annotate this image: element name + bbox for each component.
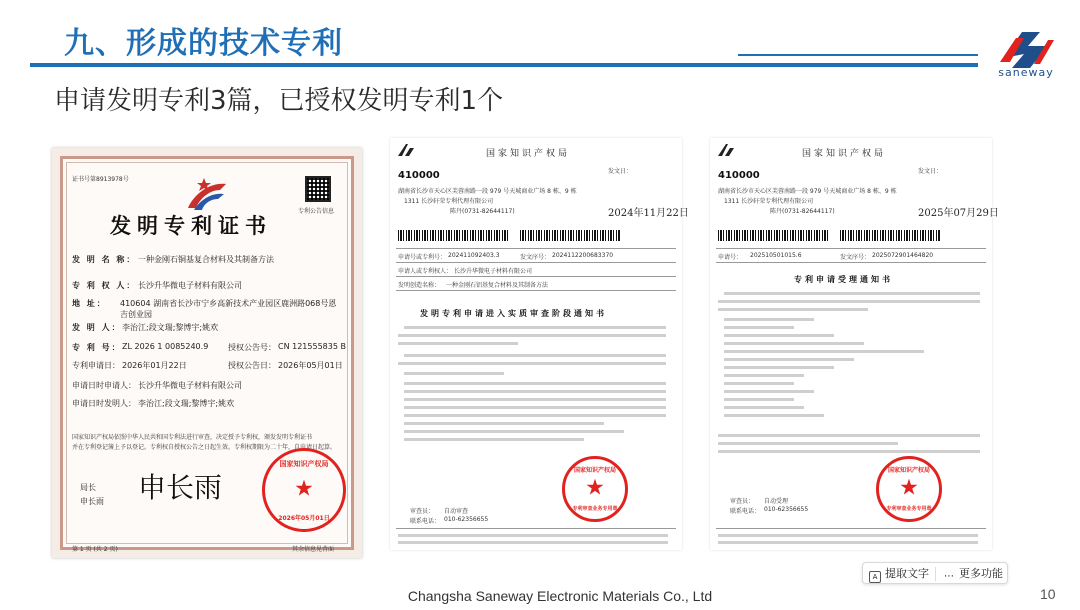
doc1-text-line	[404, 372, 504, 375]
doc1-footer-line	[398, 534, 668, 537]
doc2-doc-no: 2025072901464820	[872, 252, 934, 259]
more-functions-button[interactable]	[943, 566, 1003, 582]
doc1-applicant: 长沙升华微电子材料有限公司	[454, 268, 533, 275]
doc1-invention-label: 发明创造名称：	[398, 282, 441, 289]
doc2-footer-line	[718, 534, 978, 537]
doc2-sender: 自动受理	[764, 498, 789, 505]
doc2-date: 2025年07月29日	[918, 208, 999, 219]
doc2-seal-star-icon: ★	[899, 475, 919, 501]
doc1-text-line	[398, 342, 518, 345]
doc2-text-line	[724, 342, 864, 345]
inventor2-label: 申请日时发明人：	[72, 399, 136, 408]
doc2-text-line	[724, 414, 824, 417]
extract-text-button[interactable]	[869, 566, 929, 582]
address-line2: 吉创业园	[120, 310, 152, 319]
acceptance-notice	[710, 138, 999, 550]
emblem-icon	[180, 174, 232, 214]
doc2-text-line	[724, 366, 834, 369]
doc1-text-line	[404, 406, 666, 409]
doc2-sender-label: 审查员：	[730, 498, 755, 505]
doc2-text-line	[724, 390, 814, 393]
applicant: 长沙升华微电子材料有限公司	[138, 381, 242, 390]
image-toolbar	[862, 562, 1008, 584]
qr-caption: 专利公告信息	[298, 208, 335, 215]
doc1-text-line	[398, 362, 666, 365]
doc1-seal-sub: 专利审查业务专用章	[572, 506, 618, 512]
legal-text-2: 并在专利登记簿上予以登记。专利权自授权公告之日起生效。专利权期限为二十年，自申请日起算。	[72, 444, 337, 451]
toolbar-separator	[935, 567, 936, 581]
cnipa-logo-icon	[716, 142, 736, 158]
doc1-address3: 陈丹(0731-82644117)	[450, 208, 515, 215]
address-label: 地 址：	[72, 299, 107, 308]
doc2-text-line	[724, 334, 834, 337]
doc2-text-line	[724, 326, 794, 329]
doc2-seal	[876, 456, 942, 522]
doc2-app-no-label: 申请号：	[718, 254, 743, 261]
doc1-text-line	[404, 398, 666, 401]
page-title: 九、形成的技术专利	[64, 26, 343, 61]
patentee-label: 专 利 权 人：	[72, 281, 137, 290]
doc2-app-no: 202510501015.6	[750, 252, 802, 259]
inventors2: 李治江;段文瑞;黎博宇;姚欢	[138, 399, 235, 408]
doc2-zip: 410000	[718, 170, 760, 181]
seal-date: 2026年05月01日	[278, 515, 330, 522]
doc1-text-line	[404, 354, 666, 357]
doc1-address2: 1311 长沙轩荣专利代理有限公司	[404, 198, 494, 205]
filing-date-label: 专利申请日：	[72, 361, 120, 370]
cert-footer-right: 其余信息见背面	[292, 546, 335, 553]
more-dots-icon: ⋯	[944, 571, 954, 582]
doc2-divider	[716, 248, 986, 249]
doc1-doc-no-label: 发文序号：	[520, 254, 551, 261]
patent-no: ZL 2026 1 0085240.9	[122, 342, 209, 351]
qr-code	[305, 176, 331, 202]
doc2-agency: 国家知识产权局	[802, 149, 887, 159]
filing-date: 2026年01月22日	[122, 361, 187, 370]
doc1-invention: 一种金刚石铝基复合材料及其制备方法	[446, 282, 549, 289]
doc2-text-line	[724, 358, 854, 361]
doc1-barcode-1	[398, 230, 508, 241]
invention-name: 一种金刚石铜基复合材料及其制备方法	[138, 255, 274, 264]
doc2-address1: 湖南省长沙市天心区芙蓉南路一段 979 号天城商业广场 8 栋、9 栋	[718, 188, 897, 195]
doc1-doc-no: 2024112200683370	[552, 252, 614, 259]
doc1-sender-label: 审查员：	[410, 508, 435, 515]
doc1-applicant-label: 申请人或专利权人：	[398, 268, 453, 275]
auth-date: 2026年05月01日	[278, 361, 343, 370]
doc1-date-label: 发文日：	[608, 168, 633, 175]
invention-label: 发 明 名 称：	[72, 255, 137, 264]
doc1-divider-2	[396, 262, 676, 263]
doc1-text-line	[404, 382, 666, 385]
doc1-dept: 010-62356655	[444, 516, 489, 523]
more-functions-label: 更多功能	[959, 567, 1003, 580]
doc1-text-line	[404, 430, 624, 433]
doc1-divider	[396, 248, 676, 249]
doc2-text-line	[724, 406, 804, 409]
doc2-text-line	[724, 350, 924, 353]
extract-text-label: 提取文字	[885, 567, 929, 580]
doc2-dept-label: 联系电话：	[730, 508, 761, 515]
doc2-title: 专利申请受理通知书	[794, 275, 893, 284]
doc1-title: 发明专利申请进入实质审查阶段通知书	[420, 309, 607, 318]
doc1-footer-divider	[396, 528, 676, 529]
auth-date-label: 授权公告日：	[228, 361, 276, 370]
doc1-sender: 自动审查	[444, 508, 469, 515]
doc2-doc-no-label: 发文序号：	[840, 254, 871, 261]
doc2-dept: 010-62356655	[764, 506, 809, 513]
doc2-text-line	[718, 450, 980, 453]
doc1-seal	[562, 456, 628, 522]
substantive-exam-notice	[390, 138, 689, 550]
doc1-divider-4	[396, 290, 676, 291]
doc2-address2: 1311 长沙轩荣专利代理有限公司	[724, 198, 814, 205]
cnipa-logo-icon	[396, 142, 416, 158]
page-number: 10	[1040, 586, 1056, 602]
applicant-label: 申请日时申请人：	[72, 381, 136, 390]
director-name: 申长雨	[80, 497, 104, 506]
doc1-text-line	[404, 414, 666, 417]
doc1-text-line	[404, 422, 604, 425]
doc2-footer-line	[718, 541, 978, 544]
subtitle: 申请发明专利3篇，已授权发明专利1个	[54, 86, 504, 116]
doc1-divider-3	[396, 276, 676, 277]
text-scan-icon: A	[869, 571, 881, 583]
inventors: 李治江;段文瑞;黎博宇;姚欢	[122, 323, 219, 332]
doc1-seal-text: 国家知识产权局	[573, 467, 616, 474]
doc2-text-line	[718, 434, 980, 437]
doc2-footer-divider	[716, 528, 986, 529]
cert-number: 证书号第8913978号	[72, 176, 129, 183]
legal-text-1: 国家知识产权局依照中华人民共和国专利法进行审查，决定授予专利权，颁发发明专利证书	[72, 434, 313, 441]
patent-certificate	[52, 148, 362, 558]
patentee: 长沙升华微电子材料有限公司	[138, 281, 242, 290]
title-accent-line	[738, 54, 978, 56]
official-seal	[262, 448, 346, 532]
doc1-seal-star-icon: ★	[585, 475, 605, 501]
patent-no-label: 专 利 号：	[72, 343, 122, 352]
doc1-footer-line	[398, 541, 668, 544]
doc1-agency: 国家知识产权局	[486, 149, 571, 159]
doc2-text-line	[718, 308, 868, 311]
auth-announce-label: 授权公告号：	[228, 343, 276, 352]
doc1-app-no: 202411092403.3	[448, 252, 500, 259]
doc2-text-line	[718, 442, 898, 445]
doc2-barcode-1	[718, 230, 828, 241]
certificate-heading: 发明专利证书	[110, 213, 272, 238]
doc1-date: 2024年11月22日	[608, 208, 689, 219]
doc1-app-no-label: 申请号或专利号：	[398, 254, 447, 261]
seal-star-icon: ★	[294, 476, 314, 502]
doc2-text-line	[724, 318, 814, 321]
director-title: 局长	[80, 483, 96, 492]
seal-text: 国家知识产权局	[279, 460, 329, 468]
doc1-zip: 410000	[398, 170, 440, 181]
doc1-text-line	[404, 438, 584, 441]
doc1-text-line	[398, 334, 666, 337]
logo-text: saneway	[998, 66, 1054, 79]
doc1-text-line	[404, 326, 666, 329]
doc2-seal-text: 国家知识产权局	[887, 467, 930, 474]
director-signature: 申长雨	[138, 471, 223, 504]
inventor-label: 发 明 人：	[72, 323, 122, 332]
doc2-divider-2	[716, 262, 986, 263]
doc2-address3: 陈丹(0731-82644117)	[770, 208, 835, 215]
doc2-text-line	[724, 382, 794, 385]
footer-company: Changsha Saneway Electronic Materials Co., Ltd	[407, 588, 713, 604]
doc2-text-line	[724, 398, 794, 401]
address-line1: 410604 湖南省长沙市宁乡高新技术产业园区鹿洲路068号恩	[120, 299, 337, 308]
cert-footer-left: 第 1 页 (共 2 页)	[72, 546, 118, 553]
doc1-dept-label: 联系电话：	[410, 518, 441, 525]
doc2-text-line	[724, 292, 980, 295]
doc1-address1: 湖南省长沙市天心区芙蓉南路一段 979 号天城商业广场 8 栋、9 栋	[398, 188, 577, 195]
doc2-text-line	[724, 374, 804, 377]
auth-announce-no: CN 121555835 B	[278, 342, 346, 351]
doc2-seal-sub: 专利审查业务专用章	[886, 506, 932, 512]
doc1-text-line	[404, 390, 666, 393]
doc2-text-line	[718, 300, 980, 303]
title-underline	[30, 63, 978, 67]
doc1-barcode-2	[520, 230, 620, 241]
doc2-date-label: 发文日：	[918, 168, 943, 175]
doc2-barcode-2	[840, 230, 940, 241]
